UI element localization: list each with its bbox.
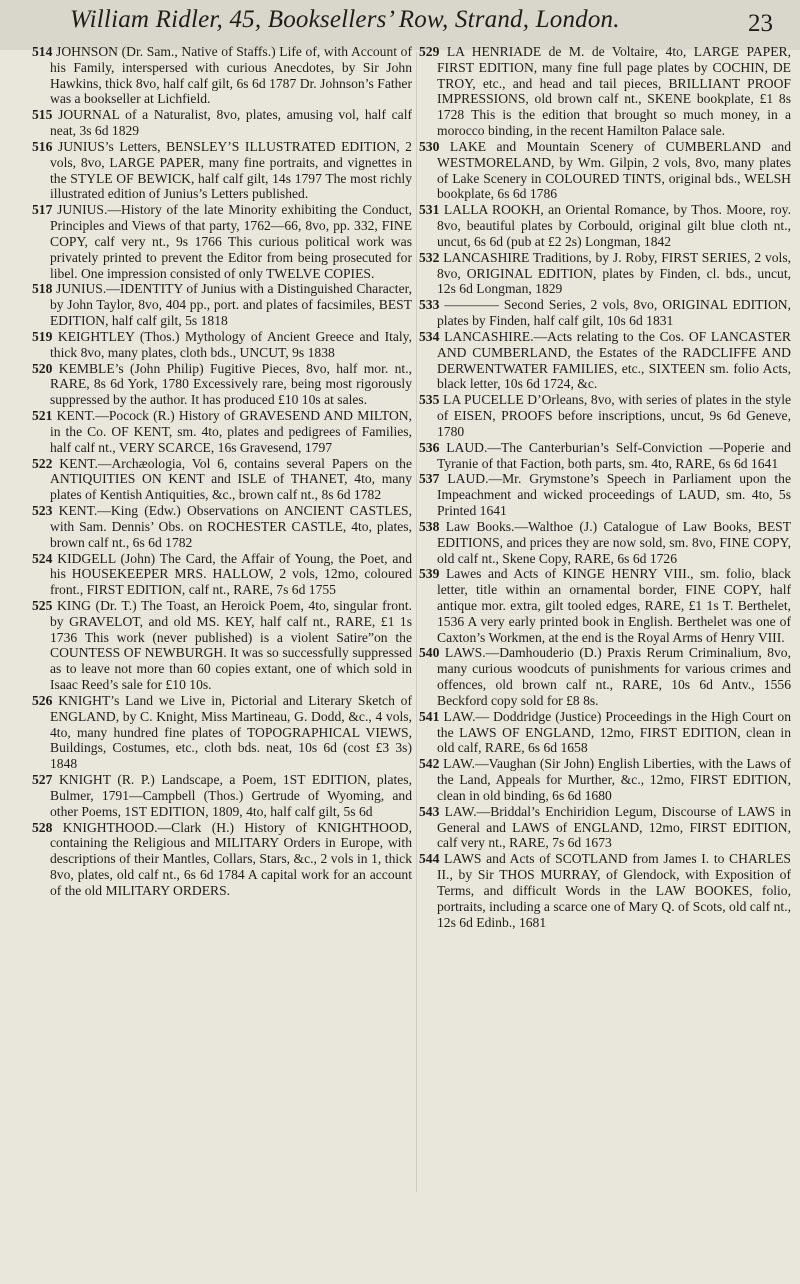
entry-number: 525	[32, 597, 53, 613]
catalogue-entry	[32, 107, 412, 139]
entry-text: KNIGHT (R. P.) Landscape, a Poem, 1ST EDITION, plates, Bulmer, 1791—Campbell (Thos.) Gertrude of Wyoming, and other Poems, 1ST EDITION, 1809, 4to, half calf gilt, 5s 6d	[50, 772, 412, 819]
entry-text: KEIGHTLEY (Thos.) Mythology of Ancient Greece and Italy, thick 8vo, many plates, cloth bds., UNCUT, 9s 1838	[50, 328, 412, 360]
entry-number: 515	[32, 107, 53, 123]
catalogue-entry	[419, 756, 791, 803]
entry-number: 544	[419, 851, 440, 867]
page-title: William Ridler, 45, Booksellers’ Row, Strand, London.	[70, 6, 620, 33]
entry-number: 521	[32, 408, 53, 424]
catalogue-entry	[419, 139, 791, 202]
left-column	[32, 44, 412, 1280]
entry-text: LALLA ROOKH, an Oriental Romance, by Thos. Moore, roy. 8vo, beautiful plates by Corbould, original gilt blue cloth nt., uncut, 6s 6d (pub at £2 2s) Longman, 1842	[437, 202, 791, 249]
right-column	[419, 44, 791, 1280]
entry-number: 519	[32, 328, 53, 344]
catalogue-entry	[32, 408, 412, 455]
entry-number: 524	[32, 550, 53, 566]
entry-number: 540	[419, 645, 440, 661]
entry-text: Lawes and Acts of KINGE HENRY VIII., sm. folio, black letter, title within an ornamental border, FINE COPY, half antique mor. extra, gilt tooled edges, RARE, £1 1s T. Berthelet, 1536 A very early printed book in English. Berthelet was one of Caxton’s Workmen, at the end is the Royal Arms of Henry VIII.	[437, 566, 791, 645]
entry-text: KENT.—Archæologia, Vol 6, contains several Papers on the ANTIQUITIES ON KENT and ISLE of THANET, 4to, many plates of Kentish Antiquities, &c., brown calf nt., 8s 6d 1782	[50, 455, 412, 503]
entry-number: 527	[32, 772, 53, 788]
entry-text: LA HENRIADE de M. de Voltaire, 4to, LARGE PAPER, FIRST EDITION, many fine full page plates by COCHIN, DE TROY, etc., and head and tail pieces, BRILLIANT PROOF IMPRESSIONS, old brown calf nt., SKENE bookplate, £1 8s 1728 This is the edition that brought so much money, in a morocco binding, in the recent Hamilton Palace sale.	[437, 44, 791, 139]
entry-number: 520	[32, 360, 53, 376]
catalogue-entry	[419, 329, 791, 392]
catalogue-entry	[32, 329, 412, 361]
catalogue-entry	[32, 44, 412, 107]
catalogue-entry	[32, 456, 412, 503]
entry-text: ———— Second Series, 2 vols, 8vo, ORIGINAL EDITION, plates by Finden, half calf gilt, 10s 6d 1831	[437, 297, 791, 329]
catalogue-entry	[419, 709, 791, 756]
entry-number: 529	[419, 44, 440, 59]
page-header	[0, 0, 800, 50]
catalogue-entry	[419, 392, 791, 439]
catalogue-entry	[419, 297, 791, 329]
entry-text: LAUD.—Mr. Grymstone’s Speech in Parliament upon the Impeachment and wicked proceedings of LAUD, sm. 4to, 5s Printed 1641	[437, 471, 791, 519]
entry-number: 539	[419, 566, 440, 582]
catalogue-entry	[419, 250, 791, 297]
entry-text: KING (Dr. T.) The Toast, an Heroick Poem, 4to, singular front. by GRAVELOT, and old MS. KEY, half calf nt., RARE, £1 1s 1736 This work (never published) is a violent Satire”on the COUNTESS OF NEWBURGH. It was so successfully suppressed as to leave not more than 60 copies extant, one of which sold in Isaac Reed’s sale for £10 10s.	[50, 597, 412, 693]
entry-text: KNIGHT’s Land we Live in, Pictorial and Literary Sketch of ENGLAND, by C. Knight, Miss Martineau, G. Dodd, &c., 4 vols, 4to, many hundred fine plates of TOPOGRAPHICAL VIEWS, Buildings, Costumes, etc., cloth bds. neat, 10s 6d (cost £3 3s) 1848	[50, 692, 412, 772]
catalogue-entry	[32, 598, 412, 693]
entry-number: 538	[419, 518, 440, 534]
catalogue-entry	[32, 503, 412, 550]
entry-text: LA PUCELLE D’Orleans, 8vo, with series of plates in the style of EISEN, PROOFS before inscriptions, uncut, 9s 6d Geneve, 1780	[437, 392, 791, 439]
entry-number: 543	[419, 803, 440, 819]
catalogue-entry	[419, 202, 791, 249]
entry-text: JUNIUS.—IDENTITY of Junius with a Distinguished Character, by John Taylor, 8vo, 404 pp., port. and plates of facsimiles, BEST EDITION, half calf gilt, 5s 1818	[50, 281, 412, 329]
entry-text: LAWS.—Damhouderio (D.) Praxis Rerum Criminalium, 8vo, many curious woodcuts of punishments for various crimes and offences, old brown calf nt., RARE, 10s 6d Antv., 1556 Beckford copy sold for £8 8s.	[437, 645, 791, 708]
entry-number: 528	[32, 819, 53, 835]
entry-number: 541	[419, 708, 440, 724]
entry-number: 537	[419, 471, 440, 487]
entry-number: 523	[32, 503, 53, 519]
entry-text: LAW.—Vaughan (Sir John) English Liberties, with the Laws of the Land, Appeals for Murther, &c., 12mo, FIRST EDITION, clean in old binding, 6s 6d 1680	[437, 756, 791, 803]
catalogue-entry	[419, 519, 791, 566]
catalogue-entry	[32, 772, 412, 819]
entry-text: JOURNAL of a Naturalist, 8vo, plates, amusing vol, half calf neat, 3s 6d 1829	[50, 107, 412, 139]
entry-number: 514	[32, 44, 53, 59]
entry-text: JUNIUS.—History of the late Minority exhibiting the Conduct, Principles and Views of that party, 1762—66, 8vo, pp. 332, FINE COPY, calf very nt., 9s 1766 This curious political work was privately printed to prevent the Editor from being prosecuted for libel. One impression consisted of only TWELVE COPIES.	[50, 202, 412, 281]
entry-text: KENT.—Pocock (R.) History of GRAVESEND AND MILTON, in the Co. OF KENT, sm. 4to, plates and pedigrees of Families, half calf nt., VERY SCARCE, 16s Gravesend, 1797	[50, 408, 412, 455]
catalogue-entry	[32, 281, 412, 328]
entry-text: KEMBLE’s (John Philip) Fugitive Pieces, 8vo, half mor. nt., RARE, 8s 6d York, 1780 Excessively rare, being most rigorously suppressed by the author. It has produced £10 10s at sales.	[50, 360, 412, 408]
entry-number: 516	[32, 138, 53, 154]
catalogue-entry	[32, 202, 412, 281]
entry-text: LAW.— Doddridge (Justice) Proceedings in the High Court on the LAWS OF ENGLAND, 12mo, FIRST EDITION, clean in old calf, RARE, 6s 6d 1658	[437, 708, 791, 756]
catalogue-entry	[419, 804, 791, 851]
entry-number: 531	[419, 202, 440, 218]
entry-number: 532	[419, 249, 440, 265]
entry-number: 542	[419, 756, 440, 772]
entry-number: 534	[419, 328, 440, 344]
entry-text: LAW.—Briddal’s Enchiridion Legum, Discourse of LAWS in General and LAWS of ENGLAND, 12mo, FIRST EDITION, calf very nt., RARE, 7s 6d 1673	[437, 803, 791, 851]
entry-text: LAUD.—The Canterburian’s Self-Conviction —Poperie and Tyranie of that Faction, both parts, sm. 4to, RARE, 6s 6d 1641	[437, 439, 791, 471]
entry-number: 535	[419, 392, 440, 408]
entry-text: LANCASHIRE.—Acts relating to the Cos. OF LANCASTER AND CUMBERLAND, the Estates of the RADCLIFFE AND DERWENTWATER FAMILIES, etc., SIXTEEN sm. folio Acts, black letter, 10s 6d 1724, &c.	[437, 328, 791, 392]
entry-number: 536	[419, 439, 440, 455]
catalogue-entry	[419, 471, 791, 518]
entry-text: LANCASHIRE Traditions, by J. Roby, FIRST SERIES, 2 vols, 8vo, ORIGINAL EDITION, plates by Finden, cl. bds., uncut, 12s 6d Longman, 1829	[437, 249, 791, 297]
catalogue-entry	[32, 139, 412, 202]
entry-number: 533	[419, 297, 440, 313]
entry-number: 518	[32, 281, 53, 297]
catalogue-entry	[32, 693, 412, 772]
catalogue-entry	[419, 440, 791, 472]
page-number: 23	[748, 10, 773, 37]
entry-text: KIDGELL (John) The Card, the Affair of Young, the Poet, and his HOUSEKEEPER MRS. HALLOW, 2 vols, 12mo, coloured front., FIRST EDITION, calf nt., RARE, 7s 6d 1755	[50, 550, 412, 598]
entry-text: JUNIUS’s Letters, BENSLEY’S ILLUSTRATED EDITION, 2 vols, 8vo, LARGE PAPER, many fine portraits, and vignettes in the STYLE OF BEWICK, half calf gilt, 14s 1797 The most richly illustrated edition of Junius’s Letters published.	[50, 138, 412, 202]
catalogue-entry	[419, 44, 791, 139]
catalogue-entry	[32, 820, 412, 899]
column-divider	[416, 52, 417, 1192]
catalogue-entry	[419, 851, 791, 930]
entry-number: 517	[32, 202, 53, 218]
entry-text: KNIGHTHOOD.—Clark (H.) History of KNIGHTHOOD, containing the Religious and MILITARY Orders in Europe, with descriptions of their Mantles, Collars, Stars, &c., 2 vols in 1, thick 8vo, plates, old calf nt., 6s 6d 1784 A capital work for an account of the old MILITARY ORDERS.	[50, 819, 412, 898]
entry-text: KENT.—King (Edw.) Observations on ANCIENT CASTLES, with Sam. Dennis’ Obs. on ROCHESTER CASTLE, 4to, plates, brown calf nt., 6s 6d 1782	[50, 503, 412, 550]
catalogue-entry	[419, 566, 791, 645]
entry-number: 530	[419, 138, 440, 154]
catalogue-entry	[419, 645, 791, 708]
entry-text: LAKE and Mountain Scenery of CUMBERLAND and WESTMORELAND, by Wm. Gilpin, 2 vols, 8vo, many plates of Lake Scenery in COLOURED TINTS, original bds., WELSH bookplate, 6s 6d 1786	[437, 138, 791, 202]
entry-text: JOHNSON (Dr. Sam., Native of Staffs.) Life of, with Account of his Family, interspersed with curious Anecdotes, by Sir John Hawkins, thick 8vo, half calf gilt, 6s 6d 1787 Dr. Johnson’s Father was a bookseller at Lichfield.	[50, 44, 412, 107]
entry-text: LAWS and Acts of SCOTLAND from James I. to CHARLES II., by Sir THOS MURRAY, of Glendock, with Exposition of Terms, and difficult Words in the LAW BOOKES, folio, portraits, including a scarce one of Mary Q. of Scots, old calf nt., 12s 6d Edinb., 1681	[437, 851, 791, 930]
catalogue-entry	[32, 361, 412, 408]
entry-number: 522	[32, 455, 53, 471]
catalogue-entry	[32, 551, 412, 598]
entry-text: Law Books.—Walthoe (J.) Catalogue of Law Books, BEST EDITIONS, and prices they are now sold, sm. 8vo, FINE COPY, old calf nt., Skene Copy, RARE, 6s 6d 1726	[437, 518, 791, 566]
entry-number: 526	[32, 692, 53, 708]
